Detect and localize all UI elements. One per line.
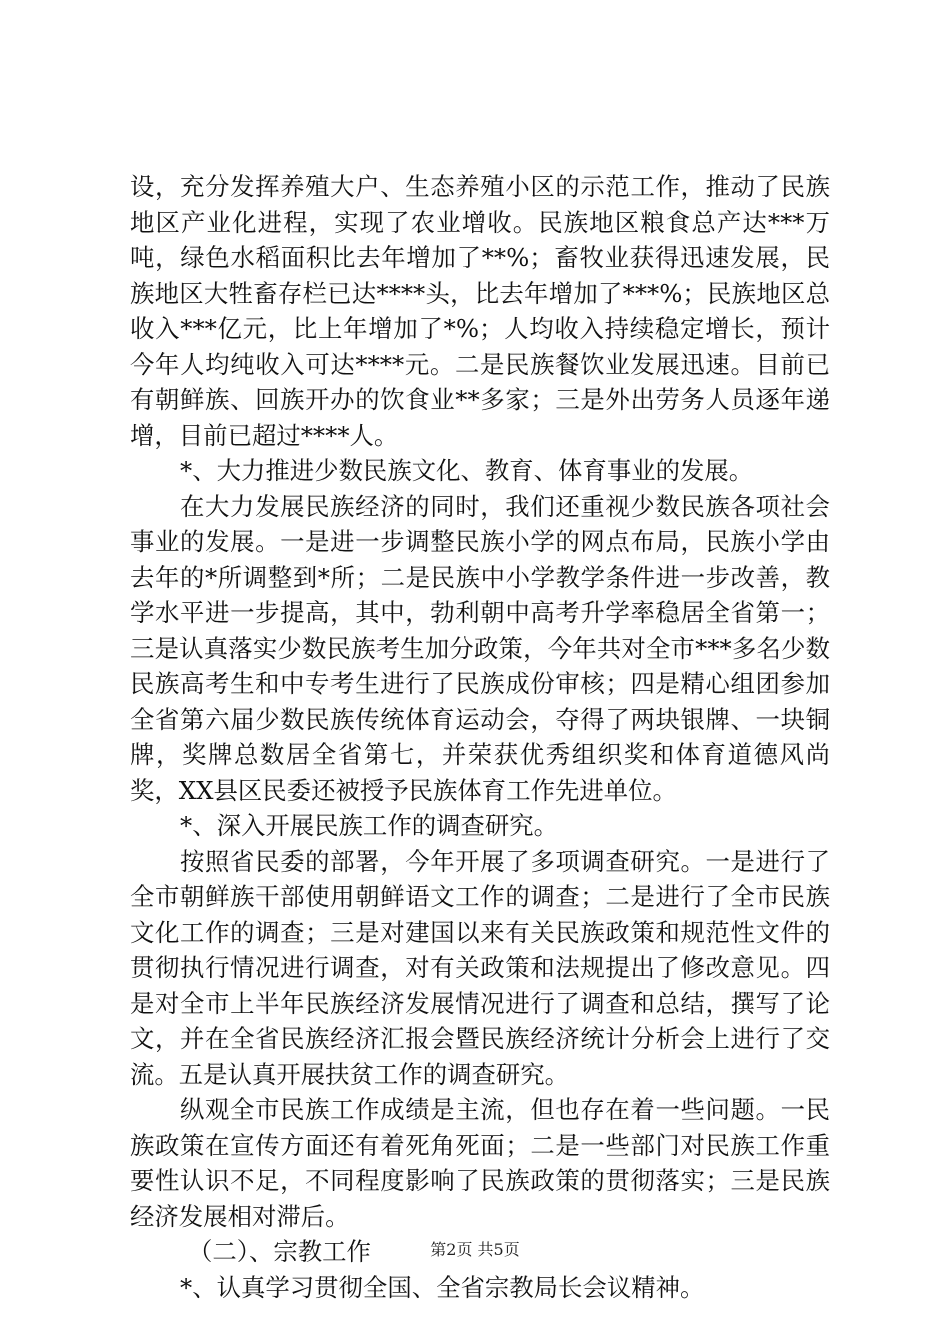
paragraph-problems: 纵观全市民族工作成绩是主流，但也存在着一些问题。一民族政策在宣传方面还有着死角死面；二是一些部门对民族工作重要性认识不足，不同程度影响了民族政策的贯彻落实；三是民族经济发展相对滞后。 <box>130 1095 830 1231</box>
paragraph-research: 按照省民委的部署，今年开展了多项调查研究。一是进行了全市朝鲜族干部使用朝鲜语文工作的调查；二是进行了全市民族文化工作的调查；三是对建国以来有关民族政策和规范性文件的贯彻执行情况进行调查，对有关政策和法规提出了修改意见。四是对全市上半年民族经济发展情况进行了调查和总结，撰写了论文，并在全省民族经济汇报会暨民族经济统计分析会上进行了交流。五是认真开展扶贫工作的调查研究。 <box>130 846 830 1089</box>
page-number-footer: 第2页 共5页 <box>430 1240 520 1259</box>
section-heading-research: *、深入开展民族工作的调查研究。 <box>180 811 559 840</box>
paragraph-continuation: 设，充分发挥养殖大户、生态养殖小区的示范工作，推动了民族地区产业化进程，实现了农业增收。民族地区粮食总产达***万吨，绿色水稻面积比去年增加了**%；畜牧业获得迅速发展，民族地区大牲畜存栏已达****头，比去年增加了***%；民族地区总收入***亿元，比上年增加了*%；人均收入持续稳定增长，预计今年人均纯收入可达****元。二是民族餐饮业发展迅速。目前已有朝鲜族、回族开办的饮食业**多家；三是外出劳务人员逐年递增，目前已超过****人。 <box>130 172 830 450</box>
section-heading-culture-education: *、大力推进少数民族文化、教育、体育事业的发展。 <box>180 456 754 485</box>
document-body <box>130 169 830 1305</box>
section-heading-religion: （二）、宗教工作 <box>188 1237 371 1266</box>
paragraph-social-development: 在大力发展民族经济的同时，我们还重视少数民族各项社会事业的发展。一是进一步调整民族小学的网点布局，民族小学由去年的*所调整到*所；二是民族中小学教学条件进一步改善，教学水平进一步提高，其中，勃利朝中高考升学率稳居全省第一；三是认真落实少数民族考生加分政策，今年共对全市***多名少数民族高考生和中专考生进行了民族成份审核；四是精心组团参加全省第六届少数民族传统体育运动会，夺得了两块银牌、一块铜牌，奖牌总数居全省第七，并荣获优秀组织奖和体育道德风尚奖，XX县区民委还被授予民族体育工作先进单位。 <box>130 491 830 805</box>
section-heading-study-spirit: *、认真学习贯彻全国、全省宗教局长会议精神。 <box>180 1272 705 1302</box>
